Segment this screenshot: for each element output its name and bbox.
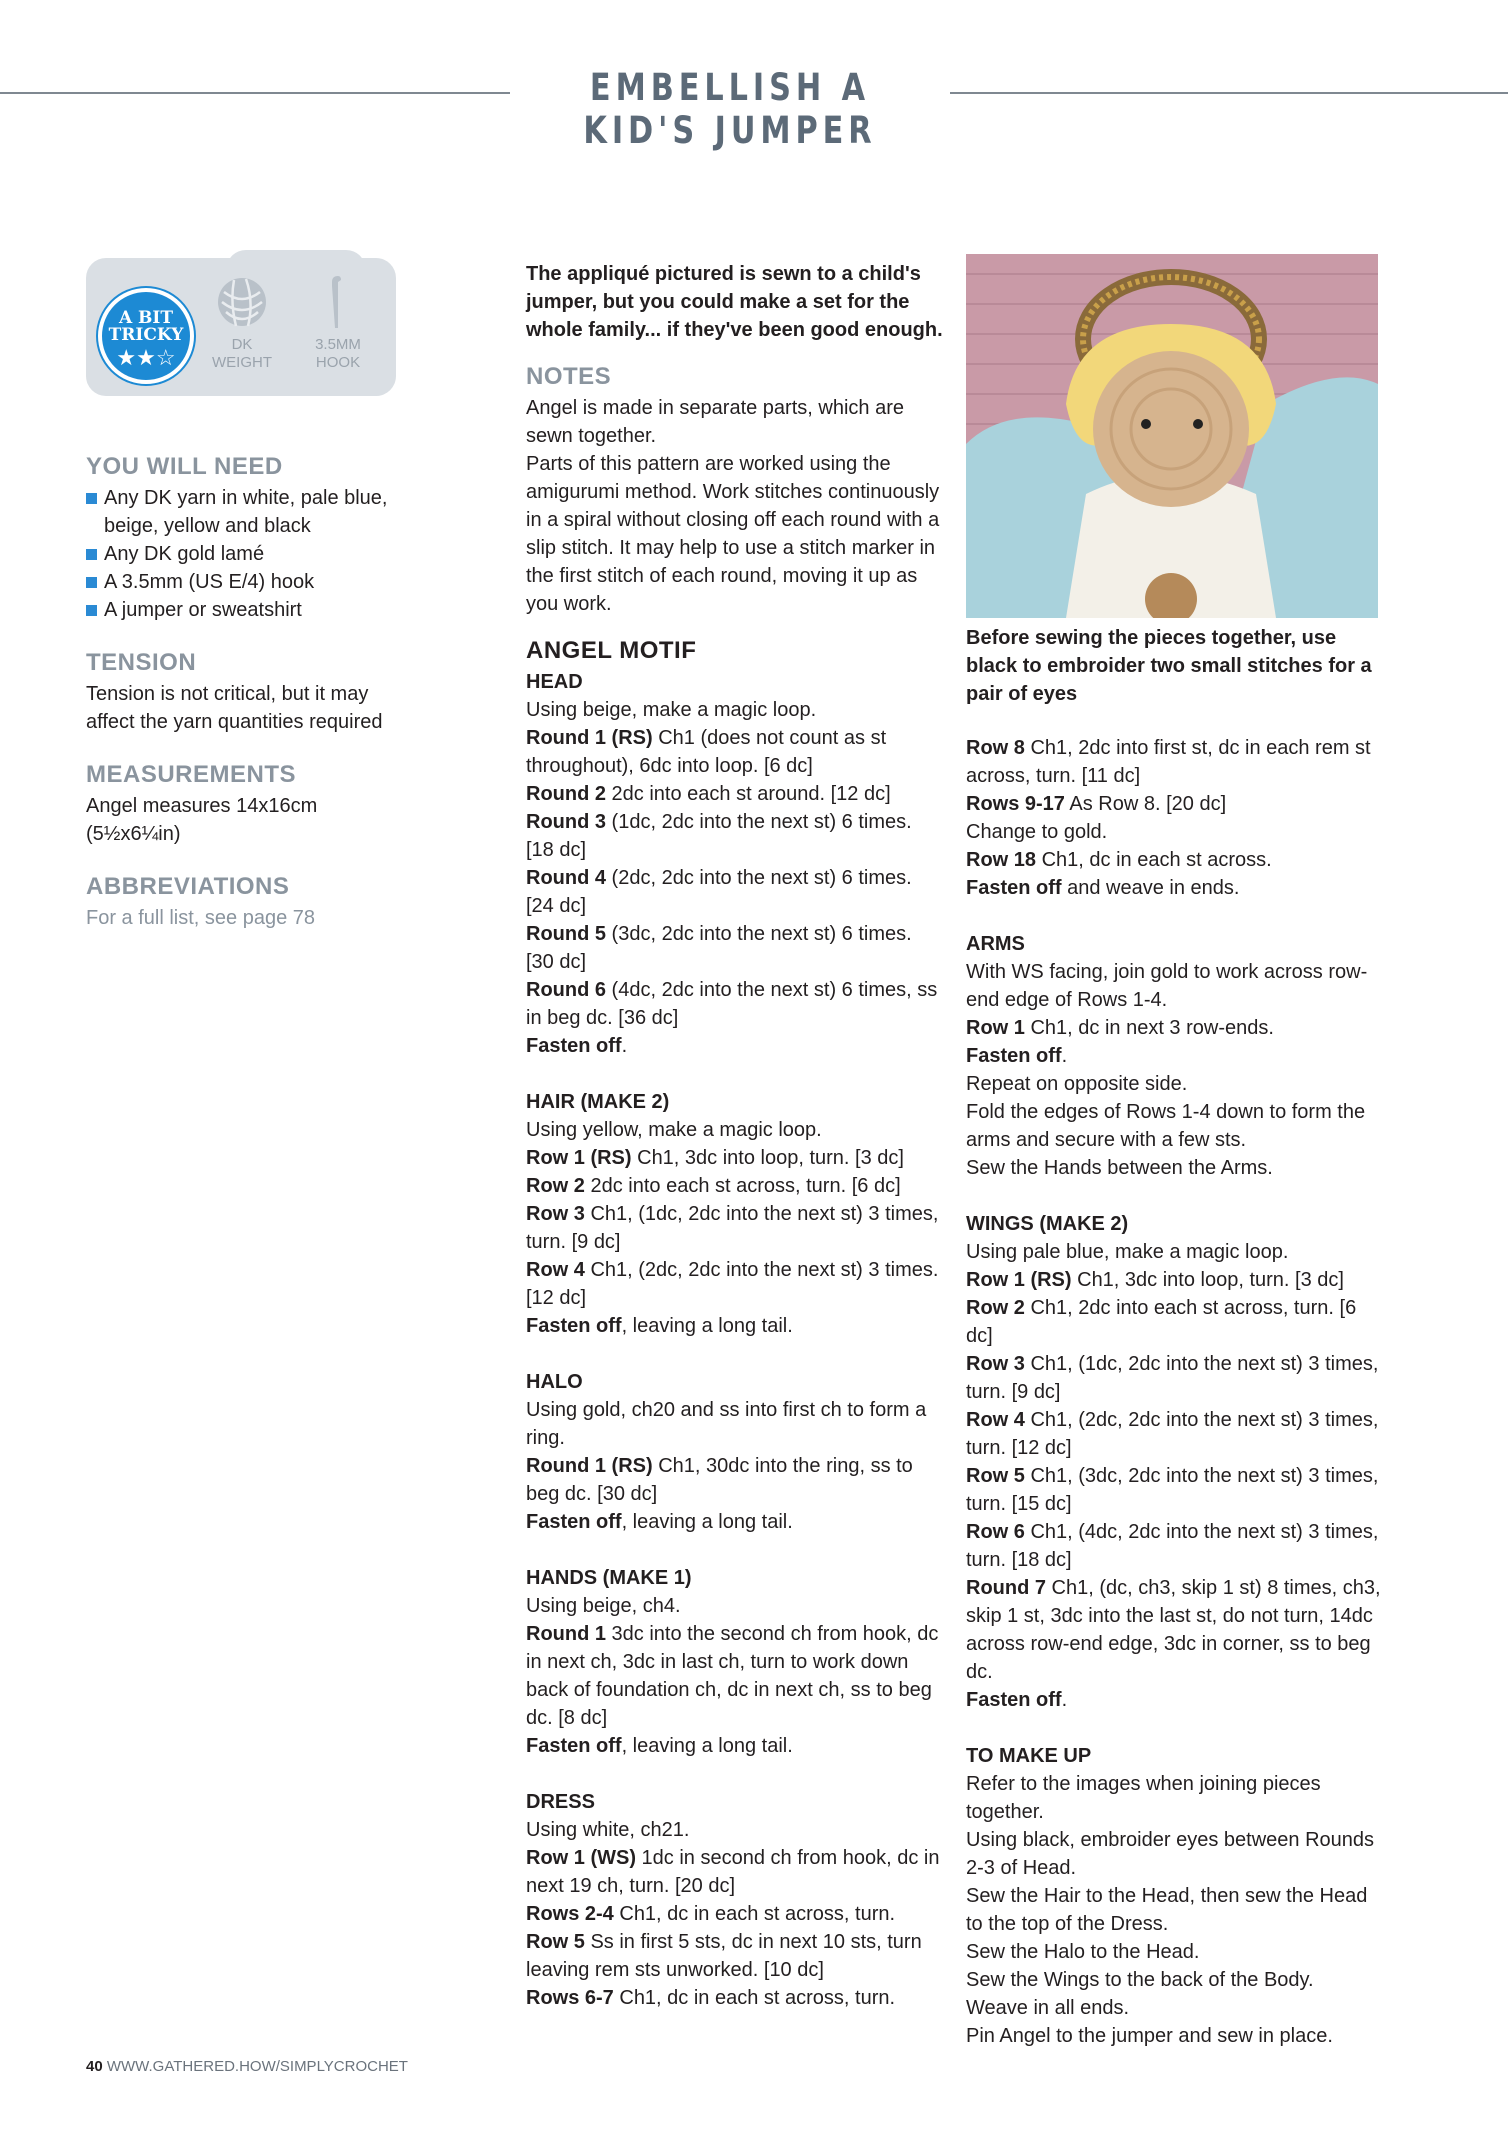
head-intro: Using beige, make a magic loop. xyxy=(526,699,817,721)
make-up-line: Sew the Hair to the Head, then sew the Head to the top of the Dress. xyxy=(966,1885,1368,1935)
list-item: Any DK yarn in white, pale blue, beige, yellow and black xyxy=(86,484,406,540)
make-up-line: Refer to the images when joining pieces together. xyxy=(966,1773,1321,1823)
change-color: Change to gold. xyxy=(966,821,1108,843)
pattern-row: Row 3 Ch1, (1dc, 2dc into the next st) 3 times, turn. [9 dc] xyxy=(966,1353,1379,1403)
pattern-row: Row 1 Ch1, dc in next 3 row-ends. xyxy=(966,1017,1274,1039)
list-item: A 3.5mm (US E/4) hook xyxy=(86,568,406,596)
pattern-row: Row 5 Ss in first 5 sts, dc in next 10 sts, turn leaving rem sts unworked. [10 dc] xyxy=(526,1931,922,1981)
list-item: A jumper or sweatshirt xyxy=(86,596,406,624)
measurements-heading: MEASUREMENTS xyxy=(86,761,297,788)
hook-line1: 3.5MM xyxy=(315,336,361,353)
halo-intro: Using gold, ch20 and ss into first ch to form a ring. xyxy=(526,1399,927,1449)
pattern-row: Round 1 (RS) Ch1, 30dc into the ring, ss to beg dc. [30 dc] xyxy=(526,1455,913,1505)
angel-motif-heading: ANGEL MOTIF xyxy=(526,637,697,664)
pattern-row: Round 5 (3dc, 2dc into the next st) 6 times. [30 dc] xyxy=(526,923,912,973)
abbreviations-text: For a full list, see page 78 xyxy=(86,907,316,929)
pattern-row: Row 8 Ch1, 2dc into first st, dc in each rem st across, turn. [11 dc] xyxy=(966,737,1371,787)
badge-line2: TRICKY xyxy=(108,325,184,345)
pattern-row: Row 18 Ch1, dc in each st across. xyxy=(966,849,1272,871)
materials-list xyxy=(86,484,406,624)
fasten-off: Fasten off, leaving a long tail. xyxy=(526,1315,793,1337)
footer-url[interactable]: WWW.GATHERED.HOW/SIMPLYCROCHET xyxy=(106,2058,408,2075)
hands-heading: HANDS (MAKE 1) xyxy=(526,1567,692,1589)
header-rule-right xyxy=(950,92,1508,94)
pattern-row: Round 7 Ch1, (dc, ch3, skip 1 st) 8 times, ch3, skip 1 st, 3dc into the last st, do not turn, 14dc across row-end edge, 3dc in corner, ss to beg dc. xyxy=(966,1577,1381,1683)
hook-size-item xyxy=(298,272,378,372)
arms-sew: Sew the Hands between the Arms. xyxy=(966,1157,1273,1179)
notes-heading: NOTES xyxy=(526,363,612,390)
angel-applique-photo xyxy=(966,254,1378,618)
yarn-ball-icon xyxy=(212,272,272,332)
pattern-row: Rows 9-17 As Row 8. [20 dc] xyxy=(966,793,1227,815)
pattern-row: Row 4 Ch1, (2dc, 2dc into the next st) 3 times, turn. [12 dc] xyxy=(966,1409,1379,1459)
wings-heading: WINGS (MAKE 2) xyxy=(966,1213,1129,1235)
fasten-off: Fasten off, leaving a long tail. xyxy=(526,1735,793,1757)
notes-paragraph: Parts of this pattern are worked using the amigurumi method. Work stitches continuously in a spiral without closing off each round with a slip stitch. It may help to use a stitch marker in the first stitch of each round, moving it up as you work. xyxy=(526,453,940,615)
head-heading: HEAD xyxy=(526,671,583,693)
yarn-weight-item xyxy=(202,272,282,372)
arms-intro: With WS facing, join gold to work across row-end edge of Rows 1-4. xyxy=(966,961,1368,1011)
crochet-hook-icon xyxy=(308,272,368,332)
fasten-off: Fasten off. xyxy=(966,1045,1068,1067)
page-number: 40 xyxy=(86,2058,103,2075)
hook-line2: HOOK xyxy=(315,354,361,371)
hair-intro: Using yellow, make a magic loop. xyxy=(526,1119,822,1141)
weight-line2: WEIGHT xyxy=(212,354,272,371)
middle-column xyxy=(526,260,944,2012)
you-will-need-heading: YOU WILL NEED xyxy=(86,453,283,480)
page-title: EMBELLISH A KID'S JUMPER xyxy=(583,66,877,152)
hair-heading: HAIR (MAKE 2) xyxy=(526,1091,670,1113)
photo-caption: Before sewing the pieces together, use black to embroider two small stitches for a pair of eyes xyxy=(966,627,1372,705)
fasten-off: Fasten off. xyxy=(966,1689,1068,1711)
pattern-row: Round 1 3dc into the second ch from hook, dc in next ch, 3dc in last ch, turn to work down back of foundation ch, dc in next ch, ss to beg dc. [8 dc] xyxy=(526,1623,939,1729)
pattern-row: Row 6 Ch1, (4dc, 2dc into the next st) 3 times, turn. [18 dc] xyxy=(966,1521,1379,1571)
arms-repeat: Repeat on opposite side. xyxy=(966,1073,1188,1095)
list-item: Any DK gold lamé xyxy=(86,540,406,568)
arms-fold: Fold the edges of Rows 1-4 down to form the arms and secure with a few sts. xyxy=(966,1101,1366,1151)
measurements-text: Angel measures 14x16cm (5½x6¼in) xyxy=(86,795,318,845)
pattern-row: Round 4 (2dc, 2dc into the next st) 6 times. [24 dc] xyxy=(526,867,912,917)
pattern-row: Round 3 (1dc, 2dc into the next st) 6 times. [18 dc] xyxy=(526,811,912,861)
arms-heading: ARMS xyxy=(966,933,1025,955)
make-up-line: Using black, embroider eyes between Rounds 2-3 of Head. xyxy=(966,1829,1374,1879)
pattern-row: Row 4 Ch1, (2dc, 2dc into the next st) 3 times. [12 dc] xyxy=(526,1259,939,1309)
pattern-row: Row 1 (RS) Ch1, 3dc into loop, turn. [3 dc] xyxy=(526,1147,904,1169)
pattern-row: Round 2 2dc into each st around. [12 dc] xyxy=(526,783,891,805)
badge-line1: A BIT xyxy=(118,308,174,328)
pattern-row: Round 6 (4dc, 2dc into the next st) 6 times, ss in beg dc. [36 dc] xyxy=(526,979,938,1029)
fasten-off: Fasten off and weave in ends. xyxy=(966,877,1240,899)
pattern-row: Rows 6-7 Ch1, dc in each st across, turn. xyxy=(526,1987,896,2009)
make-up-line: Sew the Halo to the Head. xyxy=(966,1941,1200,1963)
make-up-heading: TO MAKE UP xyxy=(966,1745,1092,1767)
header-rule-left xyxy=(0,92,510,94)
make-up-line: Sew the Wings to the back of the Body. xyxy=(966,1969,1314,1991)
tension-text: Tension is not critical, but it may affect the yarn quantities required xyxy=(86,683,383,733)
make-up-line: Weave in all ends. xyxy=(966,1997,1130,2019)
wings-intro: Using pale blue, make a magic loop. xyxy=(966,1241,1289,1263)
pattern-row: Row 5 Ch1, (3dc, 2dc into the next st) 3 times, turn. [15 dc] xyxy=(966,1465,1379,1515)
notes-paragraph: Angel is made in separate parts, which are sewn together. xyxy=(526,397,904,447)
difficulty-badge xyxy=(98,288,194,384)
dress-intro: Using white, ch21. xyxy=(526,1819,690,1841)
fasten-off: Fasten off. xyxy=(526,1035,628,1057)
halo-heading: HALO xyxy=(526,1371,583,1393)
make-up-line: Pin Angel to the jumper and sew in place. xyxy=(966,2025,1333,2047)
pattern-row: Row 1 (RS) Ch1, 3dc into loop, turn. [3 dc] xyxy=(966,1269,1344,1291)
tension-heading: TENSION xyxy=(86,649,197,676)
hands-intro: Using beige, ch4. xyxy=(526,1595,681,1617)
pattern-row: Round 1 (RS) Ch1 (does not count as st throughout), 6dc into loop. [6 dc] xyxy=(526,727,887,777)
fasten-off: Fasten off, leaving a long tail. xyxy=(526,1511,793,1533)
pattern-row: Row 3 Ch1, (1dc, 2dc into the next st) 3 times, turn. [9 dc] xyxy=(526,1203,939,1253)
pattern-row: Row 2 2dc into each st across, turn. [6 dc] xyxy=(526,1175,901,1197)
star-rating-icon: ★★☆ xyxy=(116,345,176,370)
intro-text: The appliqué pictured is sewn to a child's jumper, but you could make a set for the whole family... if they've been good enough. xyxy=(526,263,943,341)
abbreviations-heading: ABBREVIATIONS xyxy=(86,873,290,900)
weight-line1: DK xyxy=(231,336,253,353)
dress-heading: DRESS xyxy=(526,1791,595,1813)
difficulty-card xyxy=(86,258,396,396)
left-column xyxy=(86,452,406,932)
page-footer xyxy=(86,2058,408,2075)
pattern-row: Row 1 (WS) 1dc in second ch from hook, dc in next 19 ch, turn. [20 dc] xyxy=(526,1847,940,1897)
pattern-row: Rows 2-4 Ch1, dc in each st across, turn. xyxy=(526,1903,896,1925)
pattern-row: Row 2 Ch1, 2dc into each st across, turn. [6 dc] xyxy=(966,1297,1357,1347)
right-column xyxy=(966,734,1386,2050)
